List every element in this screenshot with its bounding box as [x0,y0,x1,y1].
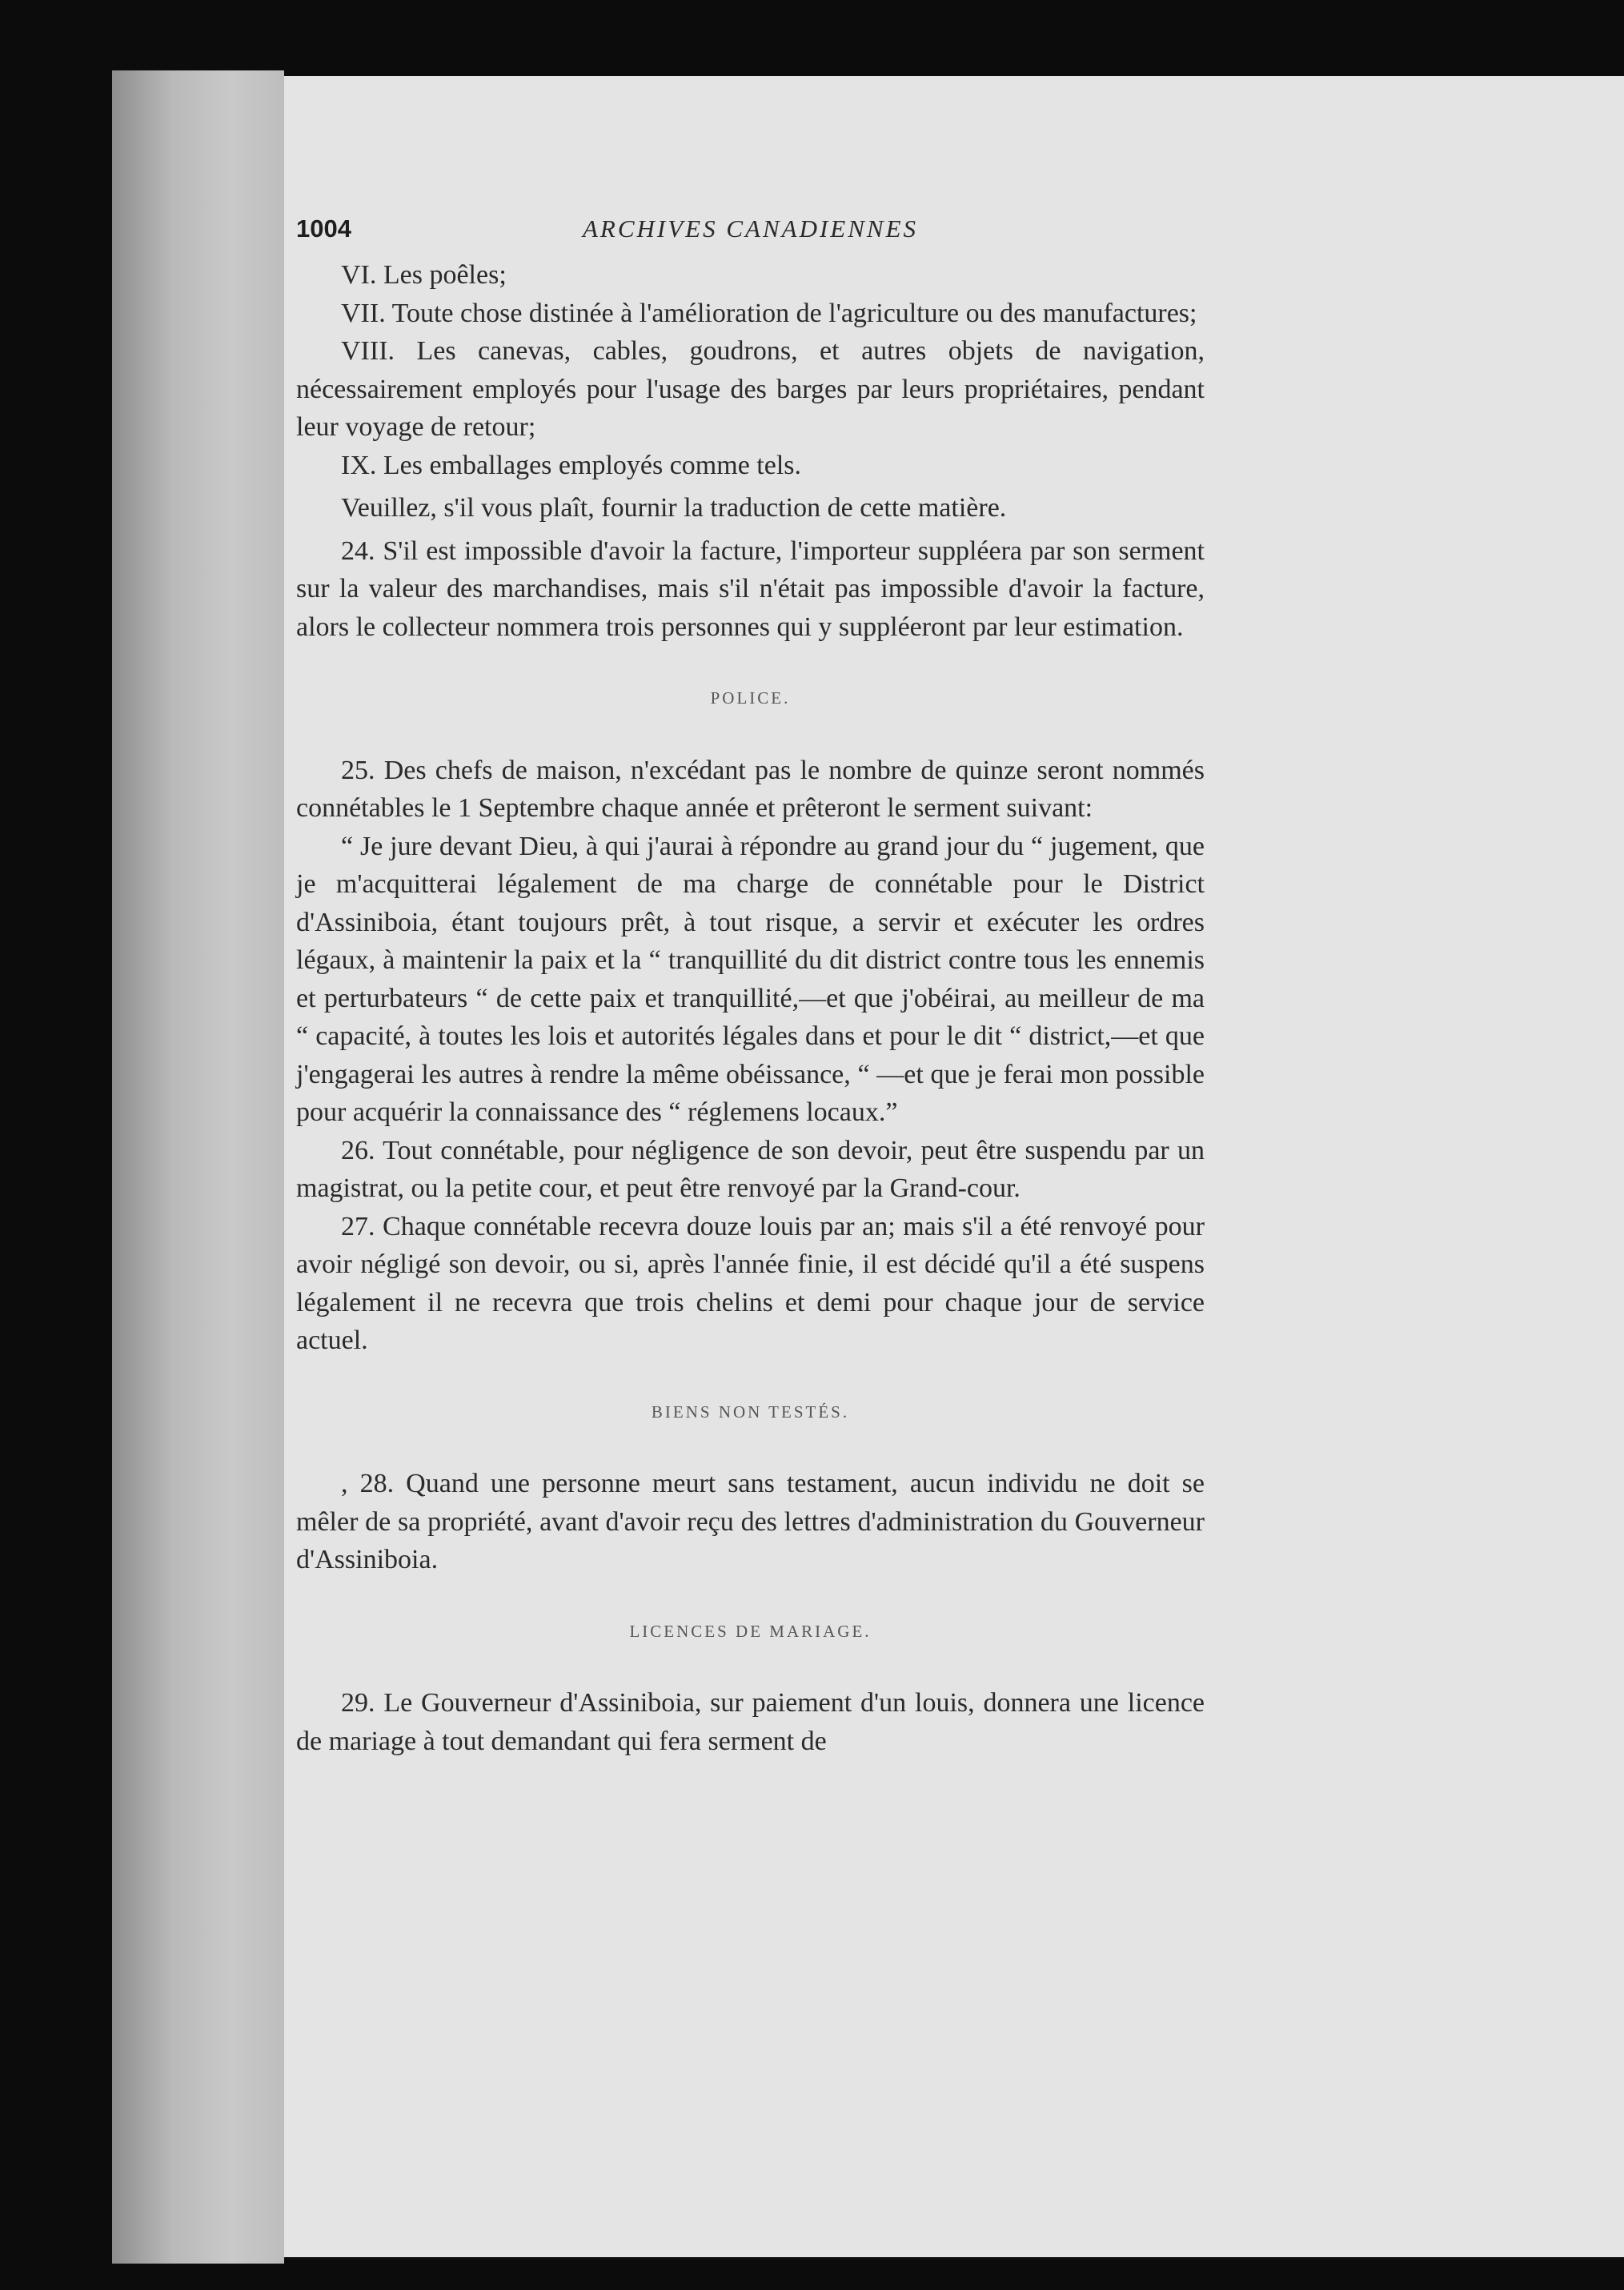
list-item: VII. Toute chose distinée à l'amélioration de l'agriculture ou des manufactures; [341,298,1197,328]
list-item: VIII. Les canevas, cables, goudrons, et autres objets de navigation, nécessairement employés pour l'usage des barges par leurs propriétaires, pendant leur voyage de retour; [296,336,1205,442]
article-24: 24. S'il est impossible d'avoir la facture, l'importeur suppléera par son serment sur la valeur des marchandises, mais s'il n'était pas impossible d'avoir la facture, alors le collecteur nommera trois personnes qui y suppléeront par leur estimation. [296,535,1205,642]
article-28: , 28. Quand une personne meurt sans testament, aucun individu ne doit se mêler de sa propriété, avant d'avoir reçu des lettres d'administration du Gouverneur d'Assiniboia. [296,1469,1205,1574]
section-heading-licences: LICENCES DE MARIAGE. [629,1621,872,1641]
article-25: 25. Des chefs de maison, n'excédant pas le nombre de quinze seront nommés connétables le 1 Septembre chaque année et prêteront le serment suivant: [296,755,1205,823]
section-heading-biens: BIENS NON TESTÉS. [651,1402,850,1422]
page-content [296,210,1205,1760]
page-number: 1004 [296,215,351,243]
article-29: 29. Le Gouverneur d'Assiniboia, sur paiement d'un louis, donnera une licence de mariage à tout demandant qui fera serment de [296,1688,1205,1756]
translation-note: Veuillez, s'il vous plaît, fournir la traduction de cette matière. [341,493,1007,523]
section-heading-police: POLICE. [710,688,791,708]
book-spine [112,70,284,2264]
article-26: 26. Tout connétable, pour négligence de son devoir, peut être suspendu par un magistrat, ou la petite cour, et peut être renvoyé par la Grand-cour. [296,1135,1205,1203]
running-head [296,210,1205,248]
list-item: VI. Les poêles; [341,260,507,290]
list-item: IX. Les emballages employés comme tels. [341,450,801,480]
running-title: ARCHIVES CANADIENNES [582,215,919,243]
article-27: 27. Chaque connétable recevra douze louis par an; mais s'il a été renvoyé pour avoir négligé son devoir, ou si, après l'année finie, il est décidé qu'il a été suspens légalement il ne recevra que trois chelins et demi pour chaque jour de service actuel. [296,1211,1205,1355]
oath-text: “ Je jure devant Dieu, à qui j'aurai à répondre au grand jour du “ jugement, que je m'acquitterai légalement de ma charge de connétable pour le District d'Assiniboia, étant toujours prêt, à tout risque, a servir et exécuter les ordres légaux, à maintenir la paix et la “ tranquillité du dit district contre tous les ennemis et perturbateurs “ de cette paix et tranquillité,—et que j'obéirai, au meilleur de ma “ capacité, à toutes les lois et autorités légales dans et pour le dit “ district,—et que j'engagerai les autres à rendre la même obéissance, “ —et que je ferai mon possible pour acquérir la connaissance des “ réglemens locaux.” [296,831,1205,1127]
